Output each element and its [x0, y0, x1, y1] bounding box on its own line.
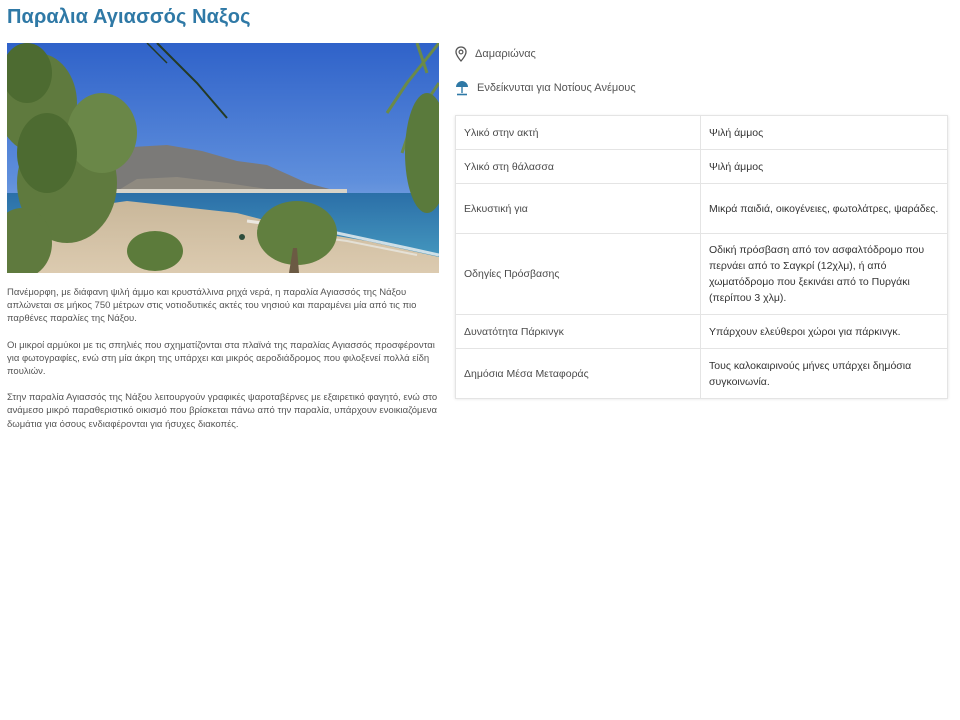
table-cell-label: Δυνατότητα Πάρκινγκ — [456, 315, 701, 349]
table-row — [456, 234, 948, 315]
wind-label: Ενδείκνυται για Νοτίους Ανέμους — [477, 82, 636, 94]
table-row — [456, 150, 948, 184]
description-paragraph: Πανέμορφη, με διάφανη ψιλή άμμο και κρυστάλλινα ρηχά νερά, η παραλία Αγιασσός της Νάξου απλώνεται σε μήκος 750 μέτρων στις νοτιοδυτικές ακτές του νησιού και παραμένει μία από τις πιο παρθένες παραλίες της Νάξου. — [7, 287, 417, 325]
table-row — [456, 315, 948, 349]
table-cell-value: Υπάρχουν ελεύθεροι χώροι για πάρκινγκ. — [701, 315, 948, 349]
table-cell-value: Μικρά παιδιά, οικογένειες, φωτολάτρες, ψαράδες. — [701, 184, 948, 234]
beach-photo — [7, 43, 439, 273]
description — [7, 286, 439, 444]
location-row — [455, 46, 536, 62]
table-row — [456, 116, 948, 150]
table-row — [456, 349, 948, 399]
info-table — [455, 115, 948, 399]
map-pin-icon — [455, 46, 467, 62]
table-cell-label: Δημόσια Μέσα Μεταφοράς — [456, 349, 701, 399]
description-paragraph: Στην παραλία Αγιασσός της Νάξου λειτουργούν γραφικές ψαροταβέρνες με εξαιρετικό φαγητό, ενώ στο ανάμεσο μικρό παραθεριστικό οικισμό που βρίσκεται πάνω από την παραλία, υπάρχουν ενοικιαζόμενα δωμάτια για όσους ενδιαφέρονται για ήσυχες διακοπές. — [7, 392, 438, 430]
beach-umbrella-icon — [455, 80, 469, 96]
wind-row — [455, 80, 636, 96]
table-cell-label: Υλικό στην ακτή — [456, 116, 701, 150]
table-cell-label: Ελκυστική για — [456, 184, 701, 234]
table-cell-value: Ψιλή άμμος — [701, 150, 948, 184]
table-cell-value: Οδική πρόσβαση από τον ασφαλτόδρομο που περνάει από το Σαγκρί (12χλμ), ή από χωματόδρομο που ξεκινάει από το Πυργάκι (περίπου 3 χλμ). — [701, 234, 948, 315]
table-cell-value: Τους καλοκαιρινούς μήνες υπάρχει δημόσια συγκοινωνία. — [701, 349, 948, 399]
description-paragraph: Οι μικροί αρμύκοι με τις σπηλιές που σχηματίζονται στα πλαϊνά της παραλίας Αγιασσός προσφέρονται για φωτογραφίες, ενώ στη μία άκρη της υπάρχει και μικρός αεροδιάδρομος που φιλοξενεί πολλά είδη πουλιών. — [7, 339, 435, 378]
location-label: Δαμαριώνας — [475, 48, 536, 60]
page-title: Παραλια Αγιασσός Ναξος — [7, 6, 251, 28]
table-row — [456, 184, 948, 234]
table-cell-value: Ψιλή άμμος — [701, 116, 948, 150]
table-cell-label: Οδηγίες Πρόσβασης — [456, 234, 701, 315]
table-cell-label: Υλικό στη θάλασσα — [456, 150, 701, 184]
